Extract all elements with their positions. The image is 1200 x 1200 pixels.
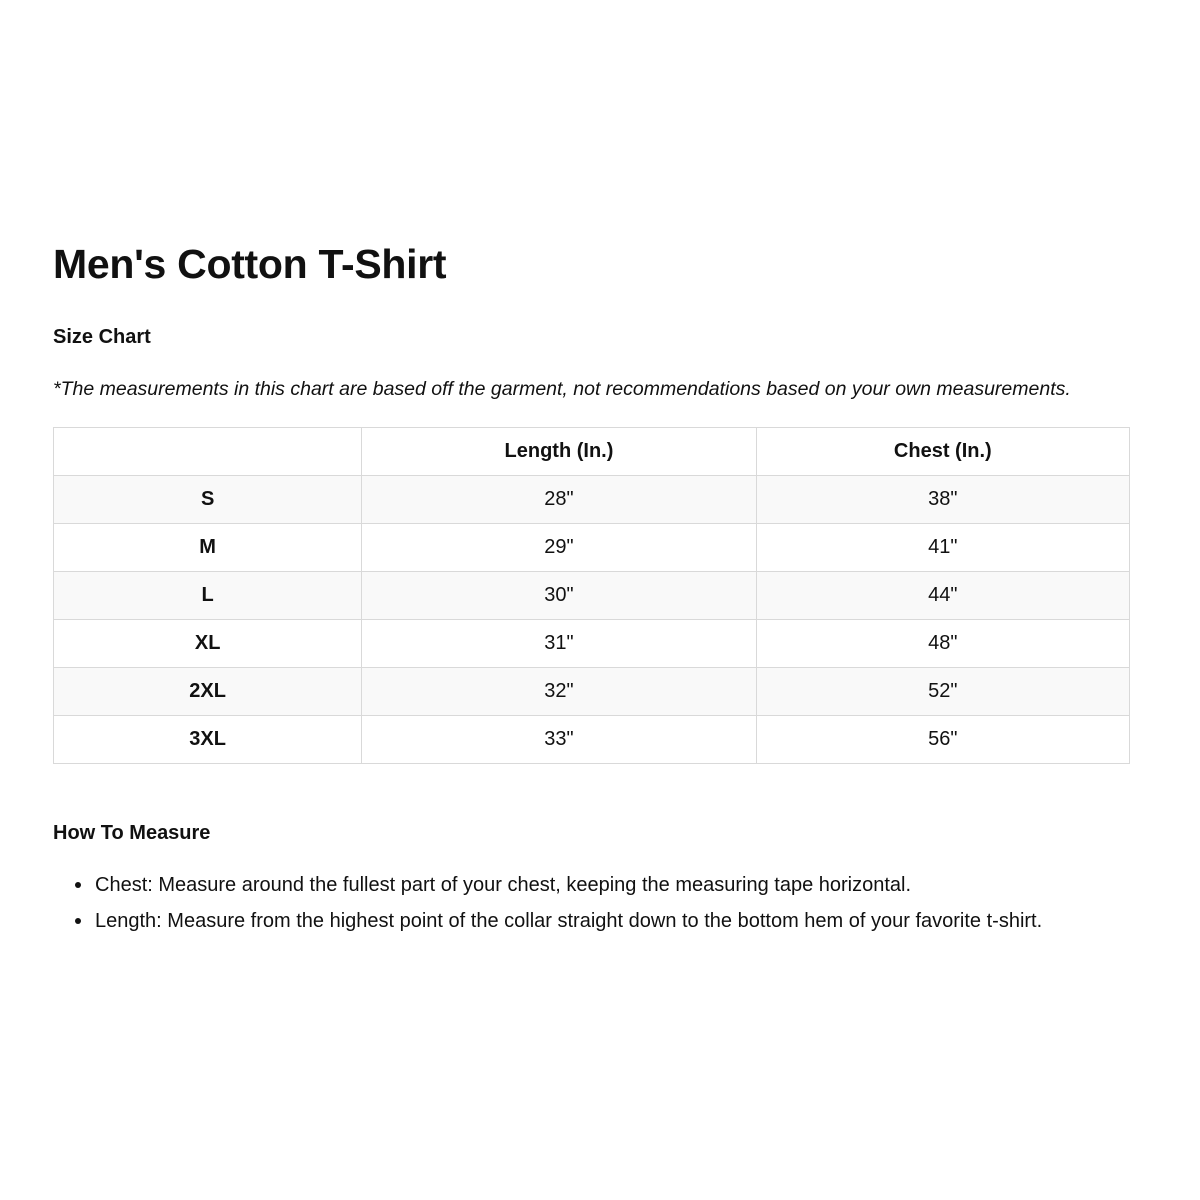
chest-cell: 48" (756, 620, 1129, 668)
chest-cell: 56" (756, 716, 1129, 764)
size-chart-heading: Size Chart (53, 326, 151, 348)
length-cell: 33" (362, 716, 756, 764)
chest-cell: 38" (756, 476, 1129, 524)
length-cell: 28" (362, 476, 756, 524)
size-cell: 2XL (54, 668, 362, 716)
length-cell: 31" (362, 620, 756, 668)
table-row (54, 620, 1130, 668)
measure-instructions-list (53, 872, 1129, 934)
bullet-icon (75, 882, 81, 888)
table-row (54, 572, 1130, 620)
measurement-note: *The measurements in this chart are based off the garment, not recommendations based on your own measurements. (53, 378, 1071, 400)
header-size (54, 428, 362, 476)
table-header-row (54, 428, 1130, 476)
list-item (95, 872, 1129, 898)
measure-instruction-length: Length: Measure from the highest point of the collar straight down to the bottom hem of your favorite t-shirt. (95, 910, 1043, 932)
table-row (54, 668, 1130, 716)
size-cell: S (54, 476, 362, 524)
chest-cell: 41" (756, 524, 1129, 572)
table-row (54, 524, 1130, 572)
size-cell: L (54, 572, 362, 620)
size-cell: XL (54, 620, 362, 668)
product-size-guide (53, 238, 1129, 944)
length-cell: 29" (362, 524, 756, 572)
header-chest: Chest (In.) (756, 428, 1129, 476)
size-cell: 3XL (54, 716, 362, 764)
measure-instruction-chest: Chest: Measure around the fullest part of your chest, keeping the measuring tape horizontal. (95, 874, 912, 896)
size-cell: M (54, 524, 362, 572)
page-title: Men's Cotton T-Shirt (53, 241, 447, 287)
table-row (54, 716, 1130, 764)
length-cell: 30" (362, 572, 756, 620)
chest-cell: 44" (756, 572, 1129, 620)
list-item (95, 908, 1129, 934)
header-length: Length (In.) (362, 428, 756, 476)
bullet-icon (75, 918, 81, 924)
size-chart-table (53, 427, 1130, 764)
length-cell: 32" (362, 668, 756, 716)
how-to-measure-heading: How To Measure (53, 822, 211, 844)
chest-cell: 52" (756, 668, 1129, 716)
table-row (54, 476, 1130, 524)
